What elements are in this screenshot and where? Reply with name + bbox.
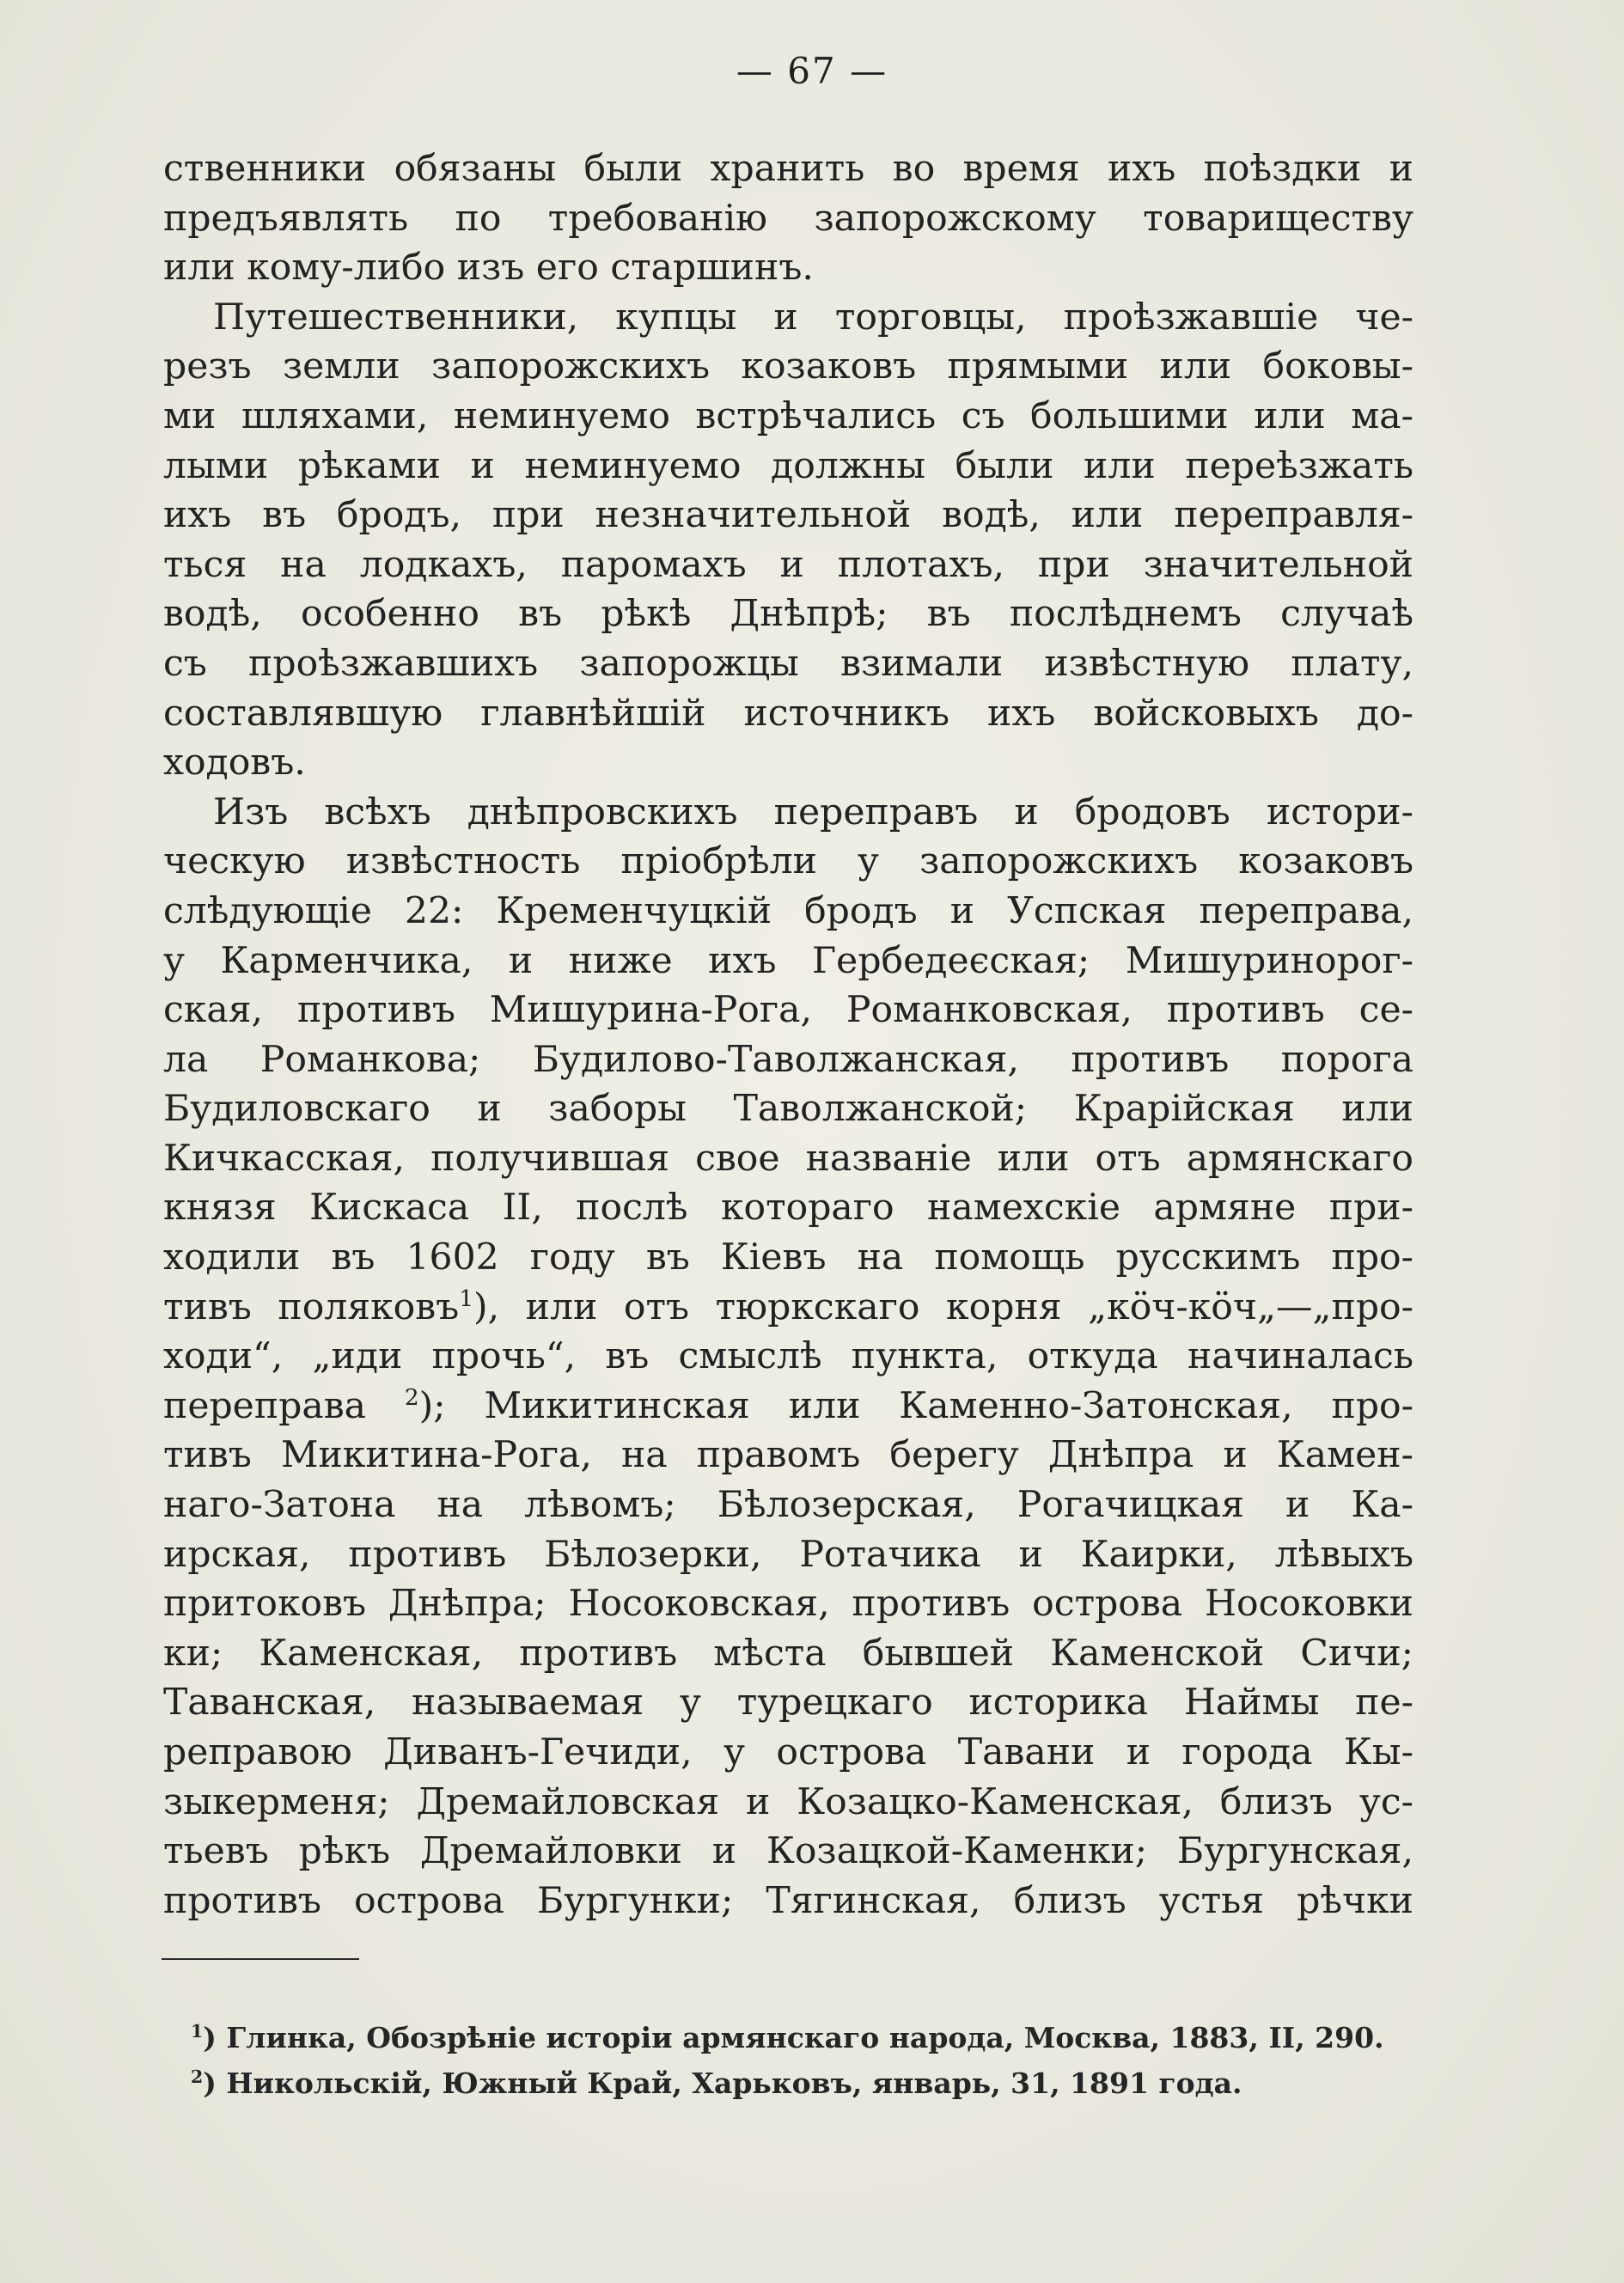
footnote-divider — [162, 1958, 359, 1960]
text-line: Изъ всѣхъ днѣпровскихъ переправъ и бродовъ истори- — [213, 791, 1413, 833]
footnote-text: ) Никольскій, Южный Край, Харьковъ, январь, 31, 1891 года. — [203, 2066, 1242, 2100]
text-line: лыми рѣками и неминуемо должны были или переѣзжать — [163, 444, 1413, 487]
text-line: притоковъ Днѣпра; Носоковская, противъ острова Носоковки — [163, 1583, 1413, 1626]
text-fragment: переправа — [163, 1384, 366, 1427]
text-line: или кому-либо изъ его старшинъ. — [163, 247, 814, 290]
text-line: предъявлять по требованію запорожскому товариществу — [163, 197, 1413, 240]
footnote-2 — [191, 2060, 1394, 2106]
body-text — [163, 144, 1413, 1926]
text-line: слѣдующіе 22: Кременчуцкій бродъ и Успская переправа, — [163, 889, 1413, 932]
footnote-mark: 2 — [191, 2066, 204, 2087]
text-line: Таванская, называемая у турецкаго историка Наймы пе- — [163, 1682, 1413, 1724]
text-line: съ проѣзжавшихъ запорожцы взимали извѣстную плату, — [163, 642, 1413, 685]
text-line: у Карменчика, и ниже ихъ Гербедеєская; Мишуринорог- — [163, 939, 1413, 982]
footnotes — [191, 2015, 1394, 2106]
text-line: резъ земли запорожскихъ козаковъ прямыми или боковы- — [163, 345, 1413, 388]
footnote-text: ) Глинка, Обозрѣніе исторіи армянскаго народа, Москва, 1883, II, 290. — [203, 2021, 1384, 2054]
text-line: ться на лодкахъ, паромахъ и плотахъ, при значительной — [163, 543, 1413, 586]
text-line: ственники обязаны были хранить во время ихъ поѣздки и — [163, 148, 1413, 190]
footnote-1 — [191, 2015, 1394, 2060]
text-line-with-footnote-ref — [163, 1382, 1413, 1431]
text-fragment: ), или отъ тюркскаго корня „кӧч-кӧч„—„про- — [473, 1285, 1414, 1328]
text-fragment: тивъ поляковъ — [163, 1285, 460, 1328]
text-line: ихъ въ бродъ, при незначительной водѣ, или переправля- — [163, 494, 1413, 537]
text-line: ческую извѣстность пріобрѣли у запорожскихъ козаковъ — [163, 840, 1413, 883]
page-number: — 67 — — [736, 50, 888, 92]
text-line: ская, противъ Мишурина-Рога, Романковская, противъ се- — [163, 989, 1413, 1032]
footnote-ref-1[interactable]: 1 — [459, 1285, 473, 1312]
text-line: князя Кискаса II, послѣ котораго намехскіе армяне при- — [163, 1187, 1413, 1230]
text-line: составлявшую главнѣйшій источникъ ихъ войсковыхъ до- — [163, 692, 1413, 735]
text-line: противъ острова Бургунки; Тягинская, близъ устья рѣчки — [163, 1879, 1413, 1922]
text-line: ходили въ 1602 году въ Кіевъ на помощь русскимъ про- — [163, 1236, 1413, 1279]
text-fragment: ); Микитинская или Каменно-Затонская, про- — [418, 1384, 1413, 1427]
text-line-with-footnote-ref — [163, 1283, 1413, 1333]
footnote-mark: 1 — [191, 2021, 204, 2042]
text-line: ки; Каменская, противъ мѣста бывшей Каменской Сичи; — [163, 1632, 1413, 1675]
footnote-ref-2[interactable]: 2 — [404, 1384, 419, 1411]
text-line: ми шляхами, неминуемо встрѣчались съ большими или ма- — [163, 394, 1413, 437]
text-line: тьевъ рѣкъ Дремайловки и Козацкой-Каменки; Бургунская, — [163, 1830, 1413, 1873]
text-line: ла Романкова; Будилово-Таволжанская, противъ порога — [163, 1038, 1413, 1081]
text-line: ирская, противъ Бѣлозерки, Ротачика и Каирки, лѣвыхъ — [163, 1533, 1413, 1576]
text-line: Будиловскаго и заборы Таволжанской; Крарійская или — [163, 1088, 1413, 1131]
text-line: Кичкасская, получившая свое названіе или отъ армянскаго — [163, 1137, 1413, 1180]
text-line: ходовъ. — [163, 742, 306, 784]
text-line: ходи“, „иди прочь“, въ смыслѣ пункта, откуда начиналась — [163, 1335, 1413, 1378]
text-line: тивъ Микитина-Рога, на правомъ берегу Днѣпра и Камен- — [163, 1434, 1413, 1477]
text-line: водѣ, особенно въ рѣкѣ Днѣпрѣ; въ послѣднемъ случаѣ — [163, 593, 1413, 636]
text-line: наго-Затона на лѣвомъ; Бѣлозерская, Рогачицкая и Ка- — [163, 1484, 1413, 1527]
text-line: зыкерменя; Дремайловская и Козацко-Каменская, близъ ус- — [163, 1780, 1413, 1823]
text-line: Путешественники, купцы и торговцы, проѣзжавшіе че- — [213, 296, 1413, 339]
text-line: реправою Диванъ-Гечиди, у острова Тавани и города Кы- — [163, 1731, 1413, 1773]
